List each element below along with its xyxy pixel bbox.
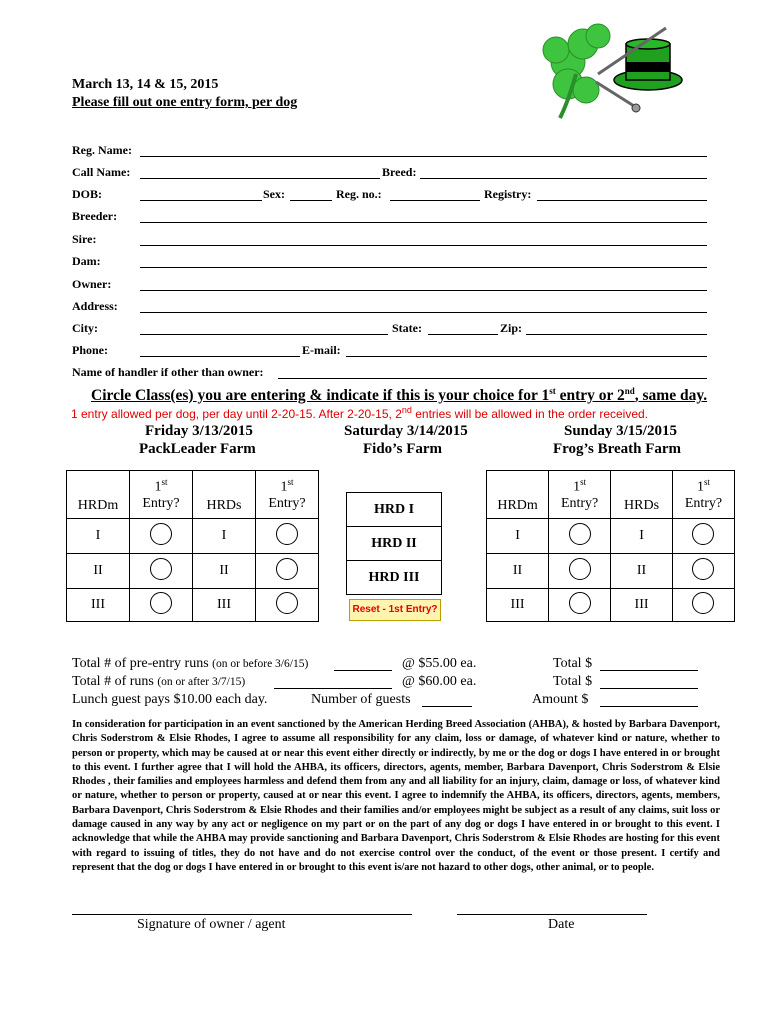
shamrock-hat-illustration	[538, 22, 688, 122]
friday-class-table	[66, 470, 319, 622]
runs-price: @ $60.00 ea.	[402, 674, 477, 689]
entry-choice-circle[interactable]	[692, 523, 714, 545]
breeder-label: Breeder:	[72, 209, 118, 223]
owner-signature-field[interactable]	[72, 914, 412, 915]
saturday-class-hrd-iii[interactable]: HRD III	[368, 570, 420, 585]
first-entry-header: 1st Entry?	[130, 471, 193, 519]
level-cell: II	[611, 554, 673, 589]
reset-first-entry-button[interactable]: Reset - 1st Entry?	[349, 599, 441, 621]
level-cell: I	[487, 519, 549, 554]
hrdm-header: HRDm	[77, 498, 119, 513]
city-field[interactable]	[140, 334, 388, 335]
registry-label: Registry:	[484, 187, 532, 201]
level-cell: I	[67, 519, 130, 554]
sex-label: Sex:	[263, 187, 285, 201]
dob-label: DOB:	[72, 187, 102, 201]
sunday-farm: Frog’s Breath Farm	[553, 441, 682, 457]
sex-field[interactable]	[290, 200, 332, 201]
amount-field[interactable]	[600, 706, 698, 707]
entry-choice-circle[interactable]	[276, 592, 298, 614]
level-cell: II	[67, 554, 130, 589]
reg-name-label: Reg. Name:	[72, 143, 132, 157]
number-of-guests-field[interactable]	[422, 706, 472, 707]
owner-field[interactable]	[140, 290, 707, 291]
amount-label: Amount $	[532, 692, 589, 707]
sunday-date: Sunday 3/15/2015	[564, 423, 677, 439]
saturday-class-hrd-i[interactable]: HRD I	[347, 493, 441, 527]
entry-note: 1 entry allowed per dog, per day until 2-20-15. After 2-20-15, 2nd entries will be allowed in the order received.	[71, 405, 649, 421]
owner-signature-label: Signature of owner / agent	[137, 917, 286, 932]
reg-no-label: Reg. no.:	[336, 187, 382, 201]
city-label: City:	[72, 321, 98, 335]
breed-label: Breed:	[382, 165, 417, 179]
hrds-header: HRDs	[206, 498, 242, 513]
state-label: State:	[392, 321, 422, 335]
lunch-guest-note: Lunch guest pays $10.00 each day.	[72, 692, 268, 707]
friday-farm: PackLeader Farm	[139, 441, 256, 457]
runs-row: Total # of runs (on or after 3/7/15)	[72, 674, 246, 689]
level-cell: II	[193, 554, 256, 589]
level-cell: II	[487, 554, 549, 589]
entry-choice-circle[interactable]	[150, 592, 172, 614]
sire-label: Sire:	[72, 232, 97, 246]
level-cell: III	[193, 589, 256, 622]
entry-choice-circle[interactable]	[276, 523, 298, 545]
level-cell: I	[193, 519, 256, 554]
level-cell: III	[487, 589, 549, 622]
state-field[interactable]	[428, 334, 498, 335]
breeder-field[interactable]	[140, 222, 707, 223]
level-cell: III	[611, 589, 673, 622]
hrds-header: HRDs	[624, 498, 660, 513]
entry-choice-circle[interactable]	[692, 592, 714, 614]
liability-waiver-text: In consideration for participation in an event sanctioned by the American Herding Breed Association (AHBA), & hosted by Barbara Davenport, Chris Soderstrom & Elsie Rhodes, I agree to assume all responsibility for any claim, loss or damage, of whatever kind or nature, whether to person or property, which may be caused at or near this event either directly or indirectly, by me or the dog or dogs I have entered in or brought to this event. I further agree that I will hold the AHBA, its officers, directors, agents, member, Barbara Davenport, Chris Soderstrom & Elsie Rhodes , their families and employees harmless and defend them from any and all liability for an injury, claim, damage or loss, of whatever kind or nature, whether to person or property, caused at or near this event. I agree to indemnify the AHBA, its officers, directors, agents, members, Barbara Davenport, Chris Soderstrom & Elsie Rhodes and their families and/or employees might be subject as a result of any claims, suit loss or damage caused in any way by any act or negligence on my part or on the part of any dog or dogs I have entered in or brought to this event. I acknowledge that while the AHBA may provide sanctioning and Barbara Davenport, Chris Soderstrom & Elsie Rhodes are hosting for this event with regard to issuing of titles, they do not have and do not exercise control over the conduct, of the event or those present. I certify and represent that the dog or dogs I have entered in or brought to this event is/are not hazard to other dogs, other animal, or to people.	[72, 719, 720, 873]
first-entry-header: 1st Entry?	[256, 471, 319, 519]
event-dates: March 13, 14 & 15, 2015	[72, 77, 219, 92]
level-cell: III	[67, 589, 130, 622]
handler-field[interactable]	[278, 378, 707, 379]
sunday-class-table	[486, 470, 735, 622]
saturday-class-hrd-ii[interactable]: HRD II	[347, 527, 441, 561]
classes-title: Circle Class(es) you are entering & indicate if this is your choice for 1st entry or 2nd, same day.	[91, 386, 708, 405]
number-of-guests-label: Number of guests	[311, 692, 411, 707]
entry-choice-circle[interactable]	[276, 558, 298, 580]
owner-label: Owner:	[72, 277, 112, 291]
dam-field[interactable]	[140, 267, 707, 268]
pre-entry-price: @ $55.00 ea.	[402, 656, 477, 671]
entry-choice-circle[interactable]	[692, 558, 714, 580]
phone-label: Phone:	[72, 343, 108, 357]
call-name-field[interactable]	[140, 178, 380, 179]
registry-field[interactable]	[537, 200, 707, 201]
total-1-field[interactable]	[600, 670, 698, 671]
entry-choice-circle[interactable]	[569, 558, 591, 580]
level-cell: I	[611, 519, 673, 554]
phone-field[interactable]	[140, 356, 300, 357]
hrdm-header: HRDm	[497, 498, 538, 513]
form-instruction: Please fill out one entry form, per dog	[72, 95, 298, 110]
pre-entry-runs-field[interactable]	[334, 670, 392, 671]
breed-field[interactable]	[420, 178, 707, 179]
entry-choice-circle[interactable]	[150, 523, 172, 545]
address-label: Address:	[72, 299, 118, 313]
zip-field[interactable]	[526, 334, 707, 335]
first-entry-header: 1st Entry?	[672, 471, 734, 519]
dob-field[interactable]	[140, 200, 262, 201]
entry-choice-circle[interactable]	[150, 558, 172, 580]
friday-date: Friday 3/13/2015	[145, 423, 253, 439]
address-field[interactable]	[140, 312, 707, 313]
total-2-label: Total $	[553, 674, 593, 689]
zip-label: Zip:	[500, 321, 523, 335]
entry-choice-circle[interactable]	[569, 592, 591, 614]
email-label: E-mail:	[302, 343, 341, 357]
reg-name-field[interactable]	[140, 156, 707, 157]
first-entry-header: 1st Entry?	[549, 471, 611, 519]
date-label: Date	[548, 917, 575, 932]
call-name-label: Call Name:	[72, 165, 131, 179]
saturday-farm: Fido’s Farm	[363, 441, 443, 457]
runs-field[interactable]	[274, 688, 392, 689]
date-field[interactable]	[457, 914, 647, 915]
entry-choice-circle[interactable]	[569, 523, 591, 545]
pre-entry-runs-row: Total # of pre-entry runs (on or before 3/6/15)	[72, 656, 309, 671]
total-1-label: Total $	[553, 656, 593, 671]
sire-field[interactable]	[140, 245, 707, 246]
dam-label: Dam:	[72, 254, 101, 268]
saturday-class-box	[346, 492, 442, 595]
handler-label: Name of handler if other than owner:	[72, 365, 264, 379]
email-field[interactable]	[346, 356, 707, 357]
total-2-field[interactable]	[600, 688, 698, 689]
reg-no-field[interactable]	[390, 200, 480, 201]
saturday-date: Saturday 3/14/2015	[344, 423, 468, 439]
